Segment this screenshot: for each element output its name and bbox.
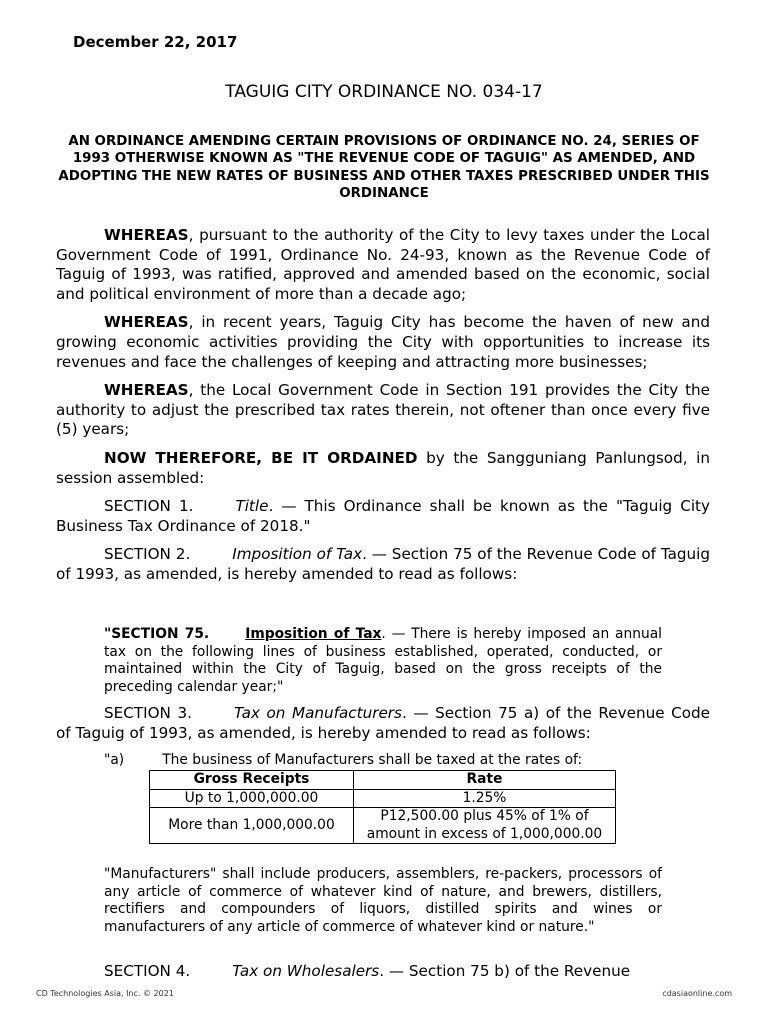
ordinance-number: TAGUIG CITY ORDINANCE NO. 034-17	[225, 82, 543, 102]
table-cell: Up to 1,000,000.00	[150, 789, 354, 808]
item-a-text: The business of Manufacturers shall be taxed at the rates of:	[162, 752, 583, 768]
section-3-title: Tax on Manufacturers	[233, 704, 402, 722]
section-1-text: . — This Ordinance shall be known as the "Taguig City Business Tax Ordinance of 2018."	[56, 497, 710, 535]
manufacturers-definition: "Manufacturers" shall include producers, assemblers, re-packers, processors of any article of commerce of whatever kind of nature, and brewers, distillers, rectifiers and compounders of liquors, distilled spirits and wines or manufacturers of any article of commerce of whatever kind or nature."	[104, 866, 662, 935]
table-row	[150, 789, 616, 808]
section-4-label: SECTION 4.	[104, 962, 191, 980]
table-header-cell: Rate	[354, 771, 616, 790]
section-1-paragraph	[56, 497, 710, 536]
section-75-text: . — There is hereby imposed an annual tax on the following lines of business established, operated, conducted, or maintained within the City of Taguig, based on the gross receipts of the preceding calendar year;"	[104, 626, 662, 695]
whereas-lead: WHEREAS	[104, 313, 189, 332]
section-4-title: Tax on Wholesalers	[232, 962, 380, 980]
footer-copyright: CD Technologies Asia, Inc. © 2021	[36, 989, 174, 998]
section-3-label: SECTION 3.	[104, 704, 192, 722]
whereas-paragraph-3	[56, 381, 710, 440]
table-header-row	[150, 771, 616, 790]
table-row	[150, 808, 616, 844]
section-1-title: Title	[235, 497, 269, 516]
ordained-paragraph	[56, 449, 710, 488]
whereas-text: , in recent years, Taguig City has become the haven of new and growing economic activities providing the City with opportunities to increase its revenues and face the challenges of keeping and attracting more businesses;	[56, 313, 710, 371]
section-3-block	[56, 704, 710, 752]
rates-table	[149, 770, 616, 844]
table-cell: More than 1,000,000.00	[150, 808, 354, 844]
table-header-cell: Gross Receipts	[150, 771, 354, 790]
section-4-text: . — Section 75 b) of the Revenue	[379, 962, 631, 980]
section-2-label: SECTION 2.	[104, 545, 191, 564]
section-2-title: Imposition of Tax	[232, 545, 363, 564]
section-2-paragraph	[56, 545, 710, 584]
section-1-label: SECTION 1.	[104, 497, 194, 516]
section-3-paragraph	[56, 704, 710, 743]
section-75-title: Imposition of Tax	[245, 626, 382, 642]
table-cell: P12,500.00 plus 45% of 1% of amount in excess of 1,000,000.00	[354, 808, 616, 844]
item-a-label: "a)	[104, 752, 125, 768]
section-4-block	[56, 962, 710, 991]
whereas-lead: WHEREAS	[104, 226, 189, 244]
table-cell: 1.25%	[354, 789, 616, 808]
section-2-text: . — Section 75 of the Revenue Code of Taguig of 1993, as amended, is hereby amended to read as follows:	[56, 545, 711, 583]
whereas-lead: WHEREAS	[104, 381, 189, 400]
preamble-block	[56, 226, 710, 594]
section-4-paragraph	[56, 962, 710, 982]
document-date: December 22, 2017	[73, 33, 238, 51]
whereas-text: , pursuant to the authority of the City to levy taxes under the Local Government Code of 1991, Ordinance No. 24-93, known as the Revenue Code of Taguig of 1993, was ratified, approved and amended based on the economic, social and political environment of more than a decade ago;	[56, 226, 710, 303]
whereas-paragraph-2	[56, 313, 710, 372]
item-a-line	[104, 752, 662, 770]
section-75-quote	[104, 626, 662, 696]
ordained-text: by the Sangguniang Panlungsod, in session assembled:	[56, 448, 710, 487]
section-75-label: "SECTION 75.	[104, 626, 210, 642]
ordained-lead: NOW THEREFORE, BE IT ORDAINED	[104, 448, 418, 467]
section-3-text: . — Section 75 a) of the Revenue Code of Taguig of 1993, as amended, is hereby amended to read as follows:	[56, 704, 710, 742]
ordinance-heading: AN ORDINANCE AMENDING CERTAIN PROVISIONS OF ORDINANCE NO. 24, SERIES OF 1993 OTHERWISE KNOWN AS "THE REVENUE CODE OF TAGUIG" AS AMENDED, AND ADOPTING THE NEW RATES OF BUSINESS AND OTHER TAXES PRESCRIBED UNDER THIS ORDINANCE	[58, 134, 710, 201]
whereas-text: , the Local Government Code in Section 191 provides the City the authority to adjust the prescribed tax rates therein, not oftener than once every five (5) years;	[56, 381, 710, 439]
whereas-paragraph-1	[56, 226, 710, 304]
footer-website: cdasiaonline.com	[662, 989, 732, 998]
